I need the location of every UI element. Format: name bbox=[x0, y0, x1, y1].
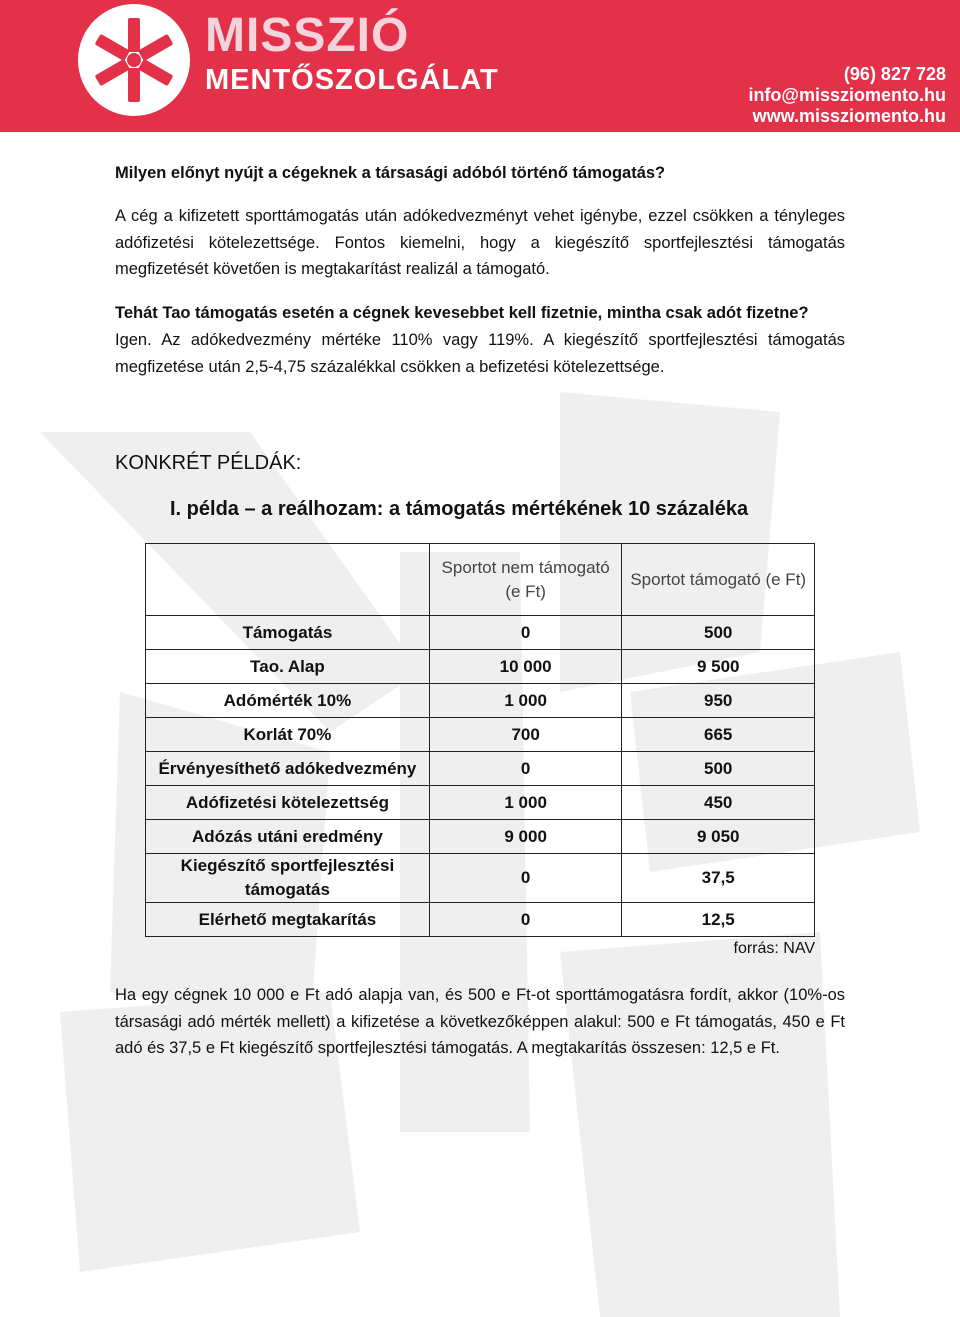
table-cell: 450 bbox=[622, 786, 815, 820]
table-header-cell: Sportot nem támogató (e Ft) bbox=[429, 544, 622, 616]
paragraph-2: Igen. Az adókedvezmény mértéke 110% vagy 119%. A kiegészítő sportfejlesztési támogatás megfizetése után 2,5-4,75 százalékkal csökken a befizetési kötelezettsége. bbox=[115, 331, 845, 376]
table-cell: 700 bbox=[429, 718, 622, 752]
table-cell: 9 050 bbox=[622, 820, 815, 854]
table-header-row bbox=[146, 544, 815, 616]
row-label: Kiegészítő sportfejlesztési támogatás bbox=[146, 854, 430, 903]
table-cell: 0 bbox=[429, 854, 622, 903]
table-row bbox=[146, 786, 815, 820]
section-title: KONKRÉT PÉLDÁK: bbox=[115, 452, 302, 474]
question-1: Milyen előnyt nyújt a cégeknek a társasági adóból történő támogatás? bbox=[115, 164, 666, 182]
table-cell: 0 bbox=[429, 616, 622, 650]
table-cell: 0 bbox=[429, 752, 622, 786]
table-cell: 10 000 bbox=[429, 650, 622, 684]
table-row bbox=[146, 718, 815, 752]
table-row bbox=[146, 854, 815, 903]
row-label: Érvényesíthető adókedvezmény bbox=[146, 752, 430, 786]
row-label: Támogatás bbox=[146, 616, 430, 650]
table-cell: 0 bbox=[429, 903, 622, 937]
table-row bbox=[146, 616, 815, 650]
brand-title: MISSZIÓ bbox=[205, 9, 410, 62]
example-title: I. példa – a reálhozam: a támogatás mértékének 10 százaléka bbox=[170, 498, 749, 520]
table-row bbox=[146, 752, 815, 786]
table-cell: 950 bbox=[622, 684, 815, 718]
website-link[interactable]: www.missziomento.hu bbox=[752, 106, 946, 126]
table-cell: 12,5 bbox=[622, 903, 815, 937]
table-row bbox=[146, 820, 815, 854]
email-address: info@missziomento.hu bbox=[748, 85, 946, 105]
table-cell: 9 500 bbox=[622, 650, 815, 684]
paragraph-1: A cég a kifizetett sporttámogatás után adókedvezményt vehet igénybe, ezzel csökken a tényleges adófizetési kötelezettsége. Fontos kiemelni, hogy a kiegészítő sportfejlesztési támogatás megfizetését követően is megtakarítást realizál a támogató. bbox=[115, 207, 845, 278]
table-cell: 500 bbox=[622, 616, 815, 650]
table-header-cell: Sportot támogató (e Ft) bbox=[622, 544, 815, 616]
table-header-cell bbox=[146, 544, 430, 616]
paragraph-3: Ha egy cégnek 10 000 e Ft adó alapja van, és 500 e Ft-ot sporttámogatásra fordít, akkor (10%-os társasági adó mérték mellett) a kifizetése a következőképpen alakul: 500 e Ft támogatás, 450 e Ft adó és 37,5 e Ft kiegészítő sportfejlesztési támogatás. A megtakarítás összesen: 12,5 e Ft. bbox=[115, 986, 845, 1057]
table-cell: 500 bbox=[622, 752, 815, 786]
question-2: Tehát Tao támogatás esetén a cégnek kevesebbet kell fizetnie, mintha csak adót fizetne? bbox=[115, 304, 809, 322]
table-row bbox=[146, 903, 815, 937]
table-cell: 665 bbox=[622, 718, 815, 752]
row-label: Korlát 70% bbox=[146, 718, 430, 752]
table-row bbox=[146, 650, 815, 684]
row-label: Elérhető megtakarítás bbox=[146, 903, 430, 937]
row-label: Tao. Alap bbox=[146, 650, 430, 684]
contact-block bbox=[748, 64, 946, 127]
table-cell: 37,5 bbox=[622, 854, 815, 903]
row-label: Adómérték 10% bbox=[146, 684, 430, 718]
page-header bbox=[0, 0, 960, 132]
table-cell: 1 000 bbox=[429, 684, 622, 718]
table-cell: 9 000 bbox=[429, 820, 622, 854]
brand-subtitle: MENTŐSZOLGÁLAT bbox=[205, 64, 499, 96]
phone-number: (96) 827 728 bbox=[843, 64, 946, 84]
logo bbox=[78, 4, 190, 116]
row-label: Adófizetési kötelezettség bbox=[146, 786, 430, 820]
row-label: Adózás utáni eredmény bbox=[146, 820, 430, 854]
table-row bbox=[146, 684, 815, 718]
source-note: forrás: NAV bbox=[733, 940, 815, 957]
table-cell: 1 000 bbox=[429, 786, 622, 820]
tax-example-table bbox=[145, 543, 815, 937]
star-of-life-icon bbox=[78, 4, 190, 116]
